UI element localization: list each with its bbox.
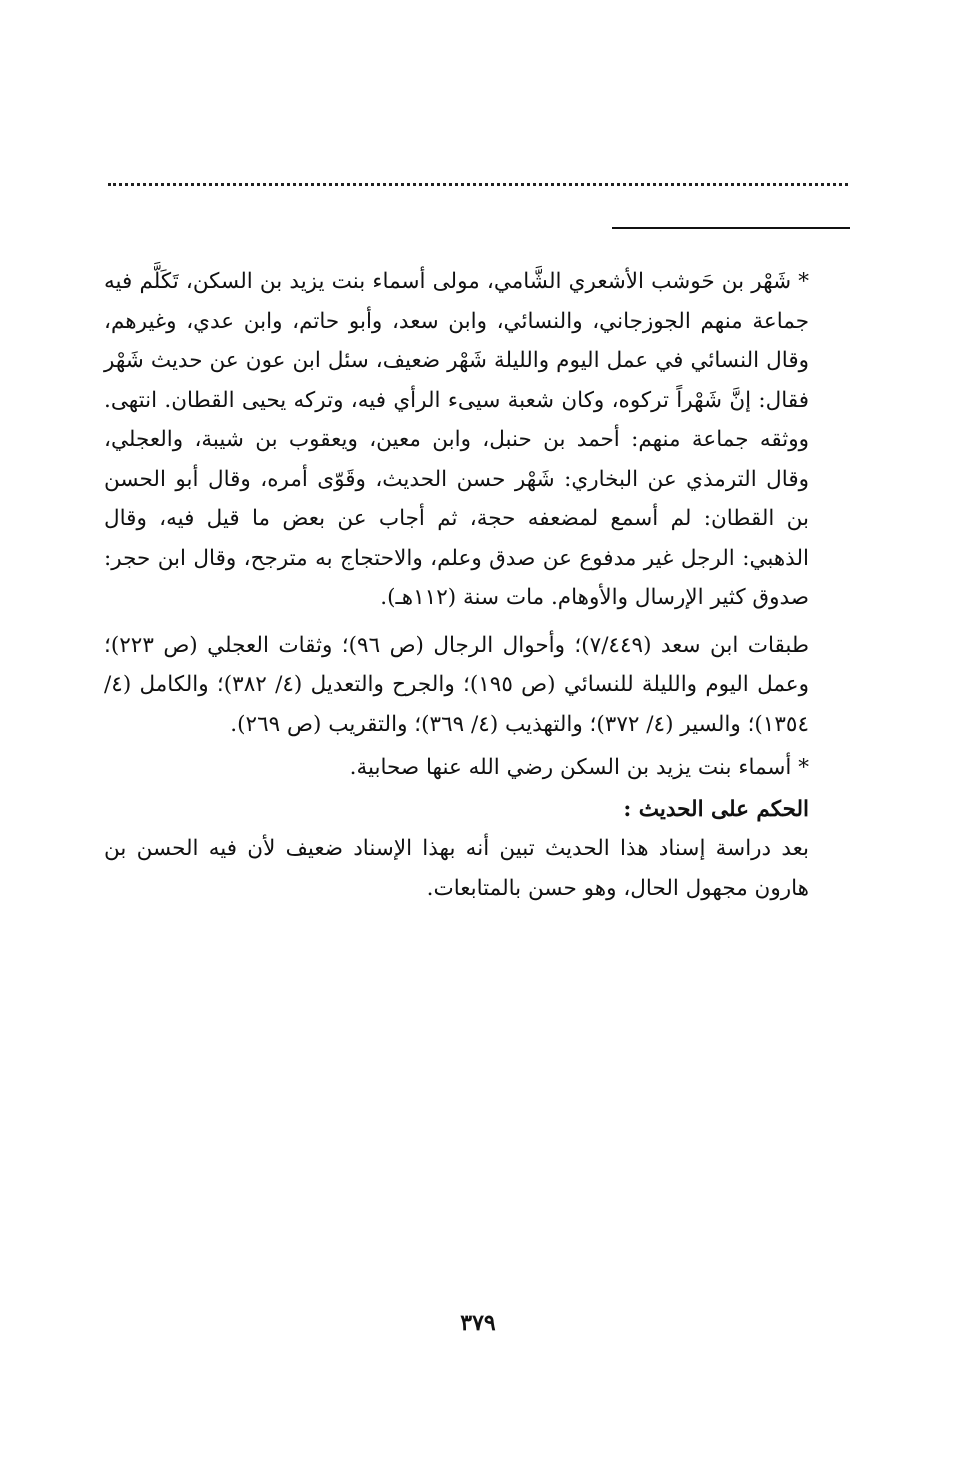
footnote-rule [612,227,850,229]
ruling-heading: الحكم على الحديث : [623,796,809,822]
ruling-text: بعد دراسة إسناد هذا الحديث تبين أنه بهذا الإسناد ضعيف لأن فيه الحسن بن هارون مجهول الحال، وهو حسن بالمتابعات. [104,836,809,901]
page-number: ٣٧٩ [460,1310,496,1336]
biography-references: طبقات ابن سعد (٧/٤٤٩)؛ وأحوال الرجال (ص ٩٦)؛ وثقات العجلي (ص ٢٢٣)؛ وعمل اليوم والليلة للنسائي (ص ١٩٥)؛ والجرح والتعديل (٤/ ٣٨٢)؛ والكامل (٤/ ١٣٥٤)؛ والسير (٤/ ٣٧٢)؛ والتهذيب (٤/ ٣٦٩)؛ والتقريب (ص ٢٦٩). [104,632,809,737]
narrator-biography: * شَهْر بن حَوشب الأشعري الشَّامي، مولى أسماء بنت يزيد بن السكن، تَكَلَّم فيه جماعة منهم الجوزجاني، والنسائي، وابن سعد، وأبو حاتم، وابن عدي، وغيرهم، وقال النسائي في عمل اليوم والليلة شَهْر ضعيف، سئل ابن عون عن حديث شَهْر فقال: إنَّ شَهْراً تركوه، وكان شعبة سيىء الرأي فيه، وتركه يحيى القطان. انتهى. ووثقه جماعة منهم: أحمد بن حنبل، وابن معين، ويعقوب بن شيبة، والعجلي، وقال الترمذي عن البخاري: شَهْر حسن الحديث، وقَوّى أمره، وقال أبو الحسن بن القطان: لم أسمع لمضعفه حجة، ثم أجاب عن بعض ما قيل فيه، وقال الذهبي: الرجل غير مدفوع عن صدق وعلم، والاحتجاج به مترجح، وقال ابن حجر: صدوق كثير الإرسال والأوهام. مات سنة (١١٢هـ). [104,269,809,610]
narrator-note: * أسماء بنت يزيد بن السكن رضي الله عنها صحابية. [349,755,809,780]
main-text [104,262,809,908]
dotted-separator [108,183,848,186]
